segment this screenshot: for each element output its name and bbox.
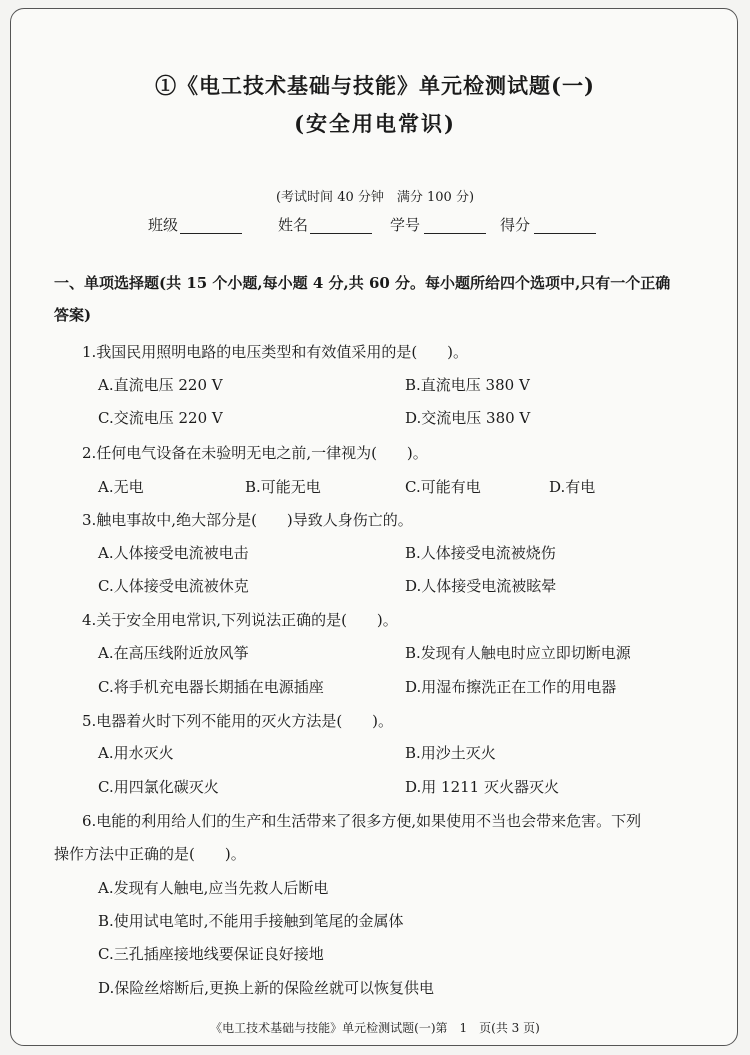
question-3-option-d[interactable]: D.人体接受电流被眩晕 — [405, 577, 557, 595]
student-id-blank[interactable] — [424, 233, 486, 234]
student-info-fields — [0, 214, 750, 244]
question-3-option-c[interactable]: C.人体接受电流被休克 — [98, 577, 249, 595]
page-footer: 《电工技术基础与技能》单元检测试题(一)第 1 页(共 3 页) — [210, 1021, 540, 1035]
question-2-option-c[interactable]: C.可能有电 — [405, 478, 481, 496]
question-5-option-b[interactable]: B.用沙土灭火 — [405, 744, 496, 762]
question-2-stem: 2.任何电气设备在未验明无电之前,一律视为( )。 — [82, 444, 428, 462]
question-6-stem: 6.电能的利用给人们的生产和生活带来了很多方便,如果使用不当也会带来危害。下列 — [82, 812, 642, 830]
question-2-option-d[interactable]: D.有电 — [549, 478, 596, 496]
question-5-stem: 5.电器着火时下列不能用的灭火方法是( )。 — [82, 712, 394, 730]
question-4-option-b[interactable]: B.发现有人触电时应立即切断电源 — [405, 644, 631, 662]
question-3-option-b[interactable]: B.人体接受电流被烧伤 — [405, 544, 556, 562]
question-6-option-d[interactable]: D.保险丝熔断后,更换上新的保险丝就可以恢复供电 — [98, 979, 435, 997]
question-4-option-d[interactable]: D.用湿布擦洗正在工作的用电器 — [405, 678, 617, 696]
question-6-option-c[interactable]: C.三孔插座接地线要保证良好接地 — [98, 945, 324, 963]
page-subtitle: (安全用电常识) — [294, 111, 456, 136]
question-2-option-b[interactable]: B.可能无电 — [245, 478, 321, 496]
section-heading-cont: 答案) — [54, 306, 92, 324]
question-1-option-d[interactable]: D.交流电压 380 V — [405, 409, 531, 427]
question-6-option-a[interactable]: A.发现有人触电,应当先救人后断电 — [98, 879, 329, 897]
page-title: ①《电工技术基础与技能》单元检测试题(一) — [155, 73, 595, 98]
class-blank[interactable] — [180, 233, 242, 234]
name-label: 姓名 — [278, 216, 309, 234]
name-blank[interactable] — [310, 233, 372, 234]
question-6-option-b[interactable]: B.使用试电笔时,不能用手接触到笔尾的金属体 — [98, 912, 404, 930]
class-label: 班级 — [148, 216, 179, 234]
question-6-stem-cont: 操作方法中正确的是( )。 — [54, 845, 246, 863]
exam-info: (考试时间 40 分钟 满分 100 分) — [275, 190, 475, 205]
question-1-option-c[interactable]: C.交流电压 220 V — [98, 409, 223, 427]
score-label: 得分 — [500, 216, 531, 234]
question-5-option-c[interactable]: C.用四氯化碳灭火 — [98, 778, 219, 796]
score-blank[interactable] — [534, 233, 596, 234]
question-1-option-b[interactable]: B.直流电压 380 V — [405, 376, 530, 394]
question-3-stem: 3.触电事故中,绝大部分是( )导致人身伤亡的。 — [82, 511, 413, 529]
question-1-stem: 1.我国民用照明电路的电压类型和有效值采用的是( )。 — [82, 343, 469, 361]
section-heading: 一、单项选择题(共 15 个小题,每小题 4 分,共 60 分。每小题所给四个选项中,只有一个正确 — [54, 274, 671, 292]
question-5-option-d[interactable]: D.用 1211 灭火器灭火 — [405, 778, 559, 796]
question-3-option-a[interactable]: A.人体接受电流被电击 — [98, 544, 249, 562]
student-id-label: 学号 — [390, 216, 421, 234]
question-4-option-a[interactable]: A.在高压线附近放风筝 — [98, 644, 249, 662]
question-2-option-a[interactable]: A.无电 — [98, 478, 144, 496]
question-1-option-a[interactable]: A.直流电压 220 V — [98, 376, 223, 394]
question-5-option-a[interactable]: A.用水灭火 — [98, 744, 174, 762]
question-4-option-c[interactable]: C.将手机充电器长期插在电源插座 — [98, 678, 324, 696]
question-4-stem: 4.关于安全用电常识,下列说法正确的是( )。 — [82, 611, 398, 629]
